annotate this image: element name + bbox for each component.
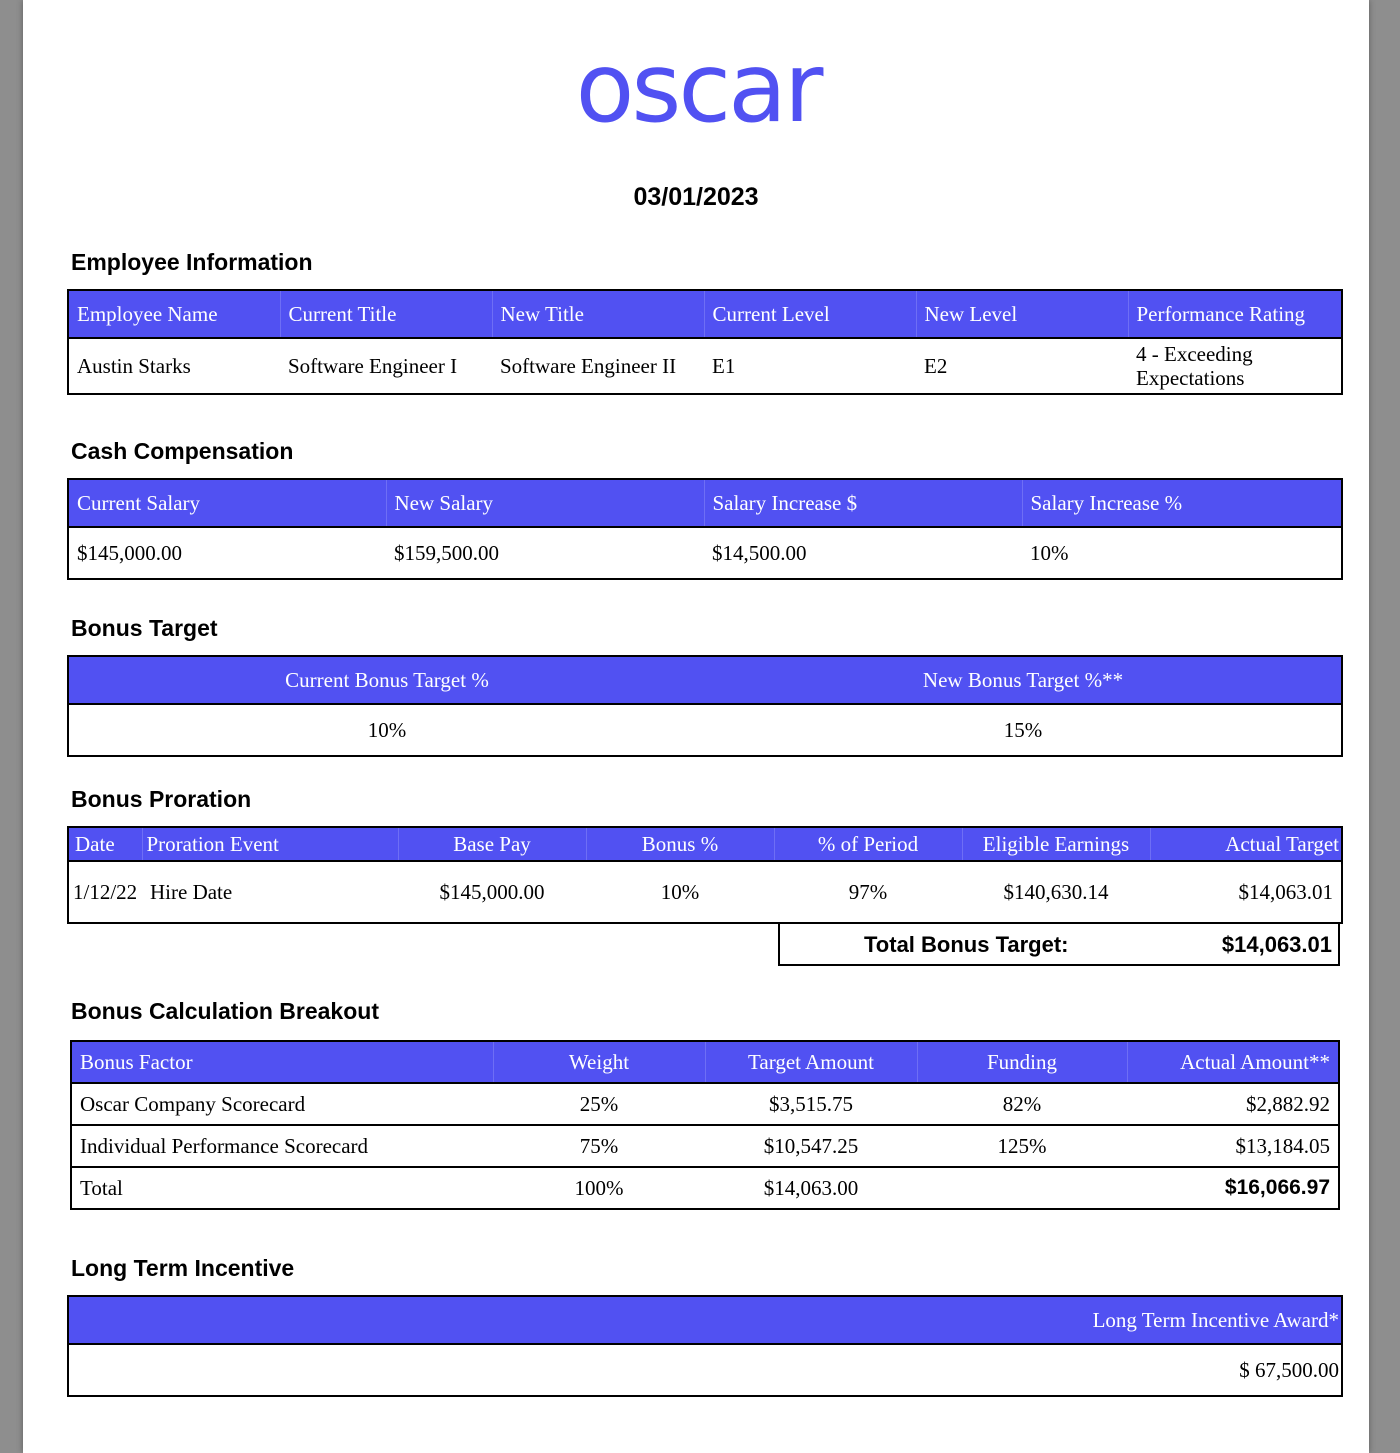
- header-performance-rating: Performance Rating: [1128, 290, 1342, 338]
- employee-information-table: [67, 289, 1343, 395]
- table-row: [71, 1083, 1339, 1125]
- table-row-total: [71, 1167, 1339, 1209]
- cell-actual-target: $14,063.01: [1150, 861, 1342, 923]
- cell-target-amount: $10,547.25: [705, 1125, 917, 1167]
- cell-salary-increase-percent: 10%: [1022, 527, 1342, 579]
- document-date: 03/01/2023: [633, 183, 759, 211]
- header-actual-target: Actual Target: [1150, 827, 1342, 861]
- bonus-target-table: [67, 655, 1343, 757]
- header-new-level: New Level: [916, 290, 1128, 338]
- cell-new-salary: $159,500.00: [386, 527, 704, 579]
- cell-target-amount: $3,515.75: [705, 1083, 917, 1125]
- cell-base-pay: $145,000.00: [398, 861, 586, 923]
- header-new-title: New Title: [492, 290, 704, 338]
- section-title-cash-compensation: Cash Compensation: [71, 438, 294, 464]
- header-bonus-percent: Bonus %: [586, 827, 774, 861]
- cell-employee-name: Austin Starks: [68, 338, 280, 394]
- cell-new-level: E2: [916, 338, 1128, 394]
- cell-current-title: Software Engineer I: [280, 338, 492, 394]
- section-title-bonus-target: Bonus Target: [71, 615, 218, 641]
- header-employee-name: Employee Name: [68, 290, 280, 338]
- cell-total-weight: 100%: [493, 1167, 705, 1209]
- header-target-amount: Target Amount: [705, 1041, 917, 1083]
- header-salary-increase-dollar: Salary Increase $: [704, 479, 1022, 527]
- cell-date: 1/12/22: [68, 861, 142, 923]
- header-bonus-factor: Bonus Factor: [71, 1041, 493, 1083]
- cell-total-target-amount: $14,063.00: [705, 1167, 917, 1209]
- cell-funding: 125%: [917, 1125, 1127, 1167]
- header-proration-event: Proration Event: [142, 827, 398, 861]
- header-date: Date: [68, 827, 142, 861]
- oscar-logo: oscar: [575, 32, 821, 144]
- header-funding: Funding: [917, 1041, 1127, 1083]
- cell-eligible-earnings: $140,630.14: [962, 861, 1150, 923]
- cell-bonus-percent: 10%: [586, 861, 774, 923]
- bonus-proration-table: [67, 826, 1343, 924]
- cell-funding: 82%: [917, 1083, 1127, 1125]
- header-current-salary: Current Salary: [68, 479, 386, 527]
- cell-weight: 75%: [493, 1125, 705, 1167]
- cell-bonus-factor: Individual Performance Scorecard: [71, 1125, 493, 1167]
- cell-actual-amount: $13,184.05: [1127, 1125, 1339, 1167]
- cash-compensation-table: [67, 478, 1343, 580]
- cell-percent-of-period: 97%: [774, 861, 962, 923]
- bonus-calculation-breakout-table: [70, 1040, 1340, 1210]
- section-title-bonus-calculation-breakout: Bonus Calculation Breakout: [71, 998, 379, 1024]
- cell-bonus-factor: Oscar Company Scorecard: [71, 1083, 493, 1125]
- document-page: [23, 0, 1369, 1453]
- cell-new-bonus-target: 15%: [705, 704, 1342, 756]
- cell-salary-increase-dollar: $14,500.00: [704, 527, 1022, 579]
- header-base-pay: Base Pay: [398, 827, 586, 861]
- cell-long-term-incentive-award: $ 67,500.00: [68, 1344, 1342, 1396]
- cell-proration-event: Hire Date: [142, 861, 398, 923]
- cell-total-actual-amount: $16,066.97: [1127, 1167, 1339, 1209]
- header-weight: Weight: [493, 1041, 705, 1083]
- cell-current-bonus-target: 10%: [68, 704, 705, 756]
- header-actual-amount: Actual Amount**: [1127, 1041, 1339, 1083]
- total-bonus-target-box: [778, 923, 1340, 966]
- header-long-term-incentive-award: Long Term Incentive Award*: [68, 1296, 1342, 1344]
- table-row: [71, 1125, 1339, 1167]
- header-new-bonus-target: New Bonus Target %**: [705, 656, 1342, 704]
- header-salary-increase-percent: Salary Increase %: [1022, 479, 1342, 527]
- header-new-salary: New Salary: [386, 479, 704, 527]
- cell-performance-rating: 4 - Exceeding Expectations: [1128, 338, 1342, 394]
- section-title-bonus-proration: Bonus Proration: [71, 786, 252, 812]
- cell-current-salary: $145,000.00: [68, 527, 386, 579]
- total-bonus-target-label: Total Bonus Target:: [864, 932, 1069, 957]
- cell-total-label: Total: [71, 1167, 493, 1209]
- cell-total-funding: [917, 1167, 1127, 1209]
- cell-current-level: E1: [704, 338, 916, 394]
- section-title-long-term-incentive: Long Term Incentive: [71, 1255, 295, 1281]
- long-term-incentive-table: [67, 1295, 1343, 1397]
- total-bonus-target-value: $14,063.01: [1221, 932, 1332, 957]
- cell-weight: 25%: [493, 1083, 705, 1125]
- section-title-employee-information: Employee Information: [71, 249, 313, 275]
- header-current-bonus-target: Current Bonus Target %: [68, 656, 705, 704]
- header-current-title: Current Title: [280, 290, 492, 338]
- header-percent-of-period: % of Period: [774, 827, 962, 861]
- cell-new-title: Software Engineer II: [492, 338, 704, 394]
- header-eligible-earnings: Eligible Earnings: [962, 827, 1150, 861]
- cell-actual-amount: $2,882.92: [1127, 1083, 1339, 1125]
- header-current-level: Current Level: [704, 290, 916, 338]
